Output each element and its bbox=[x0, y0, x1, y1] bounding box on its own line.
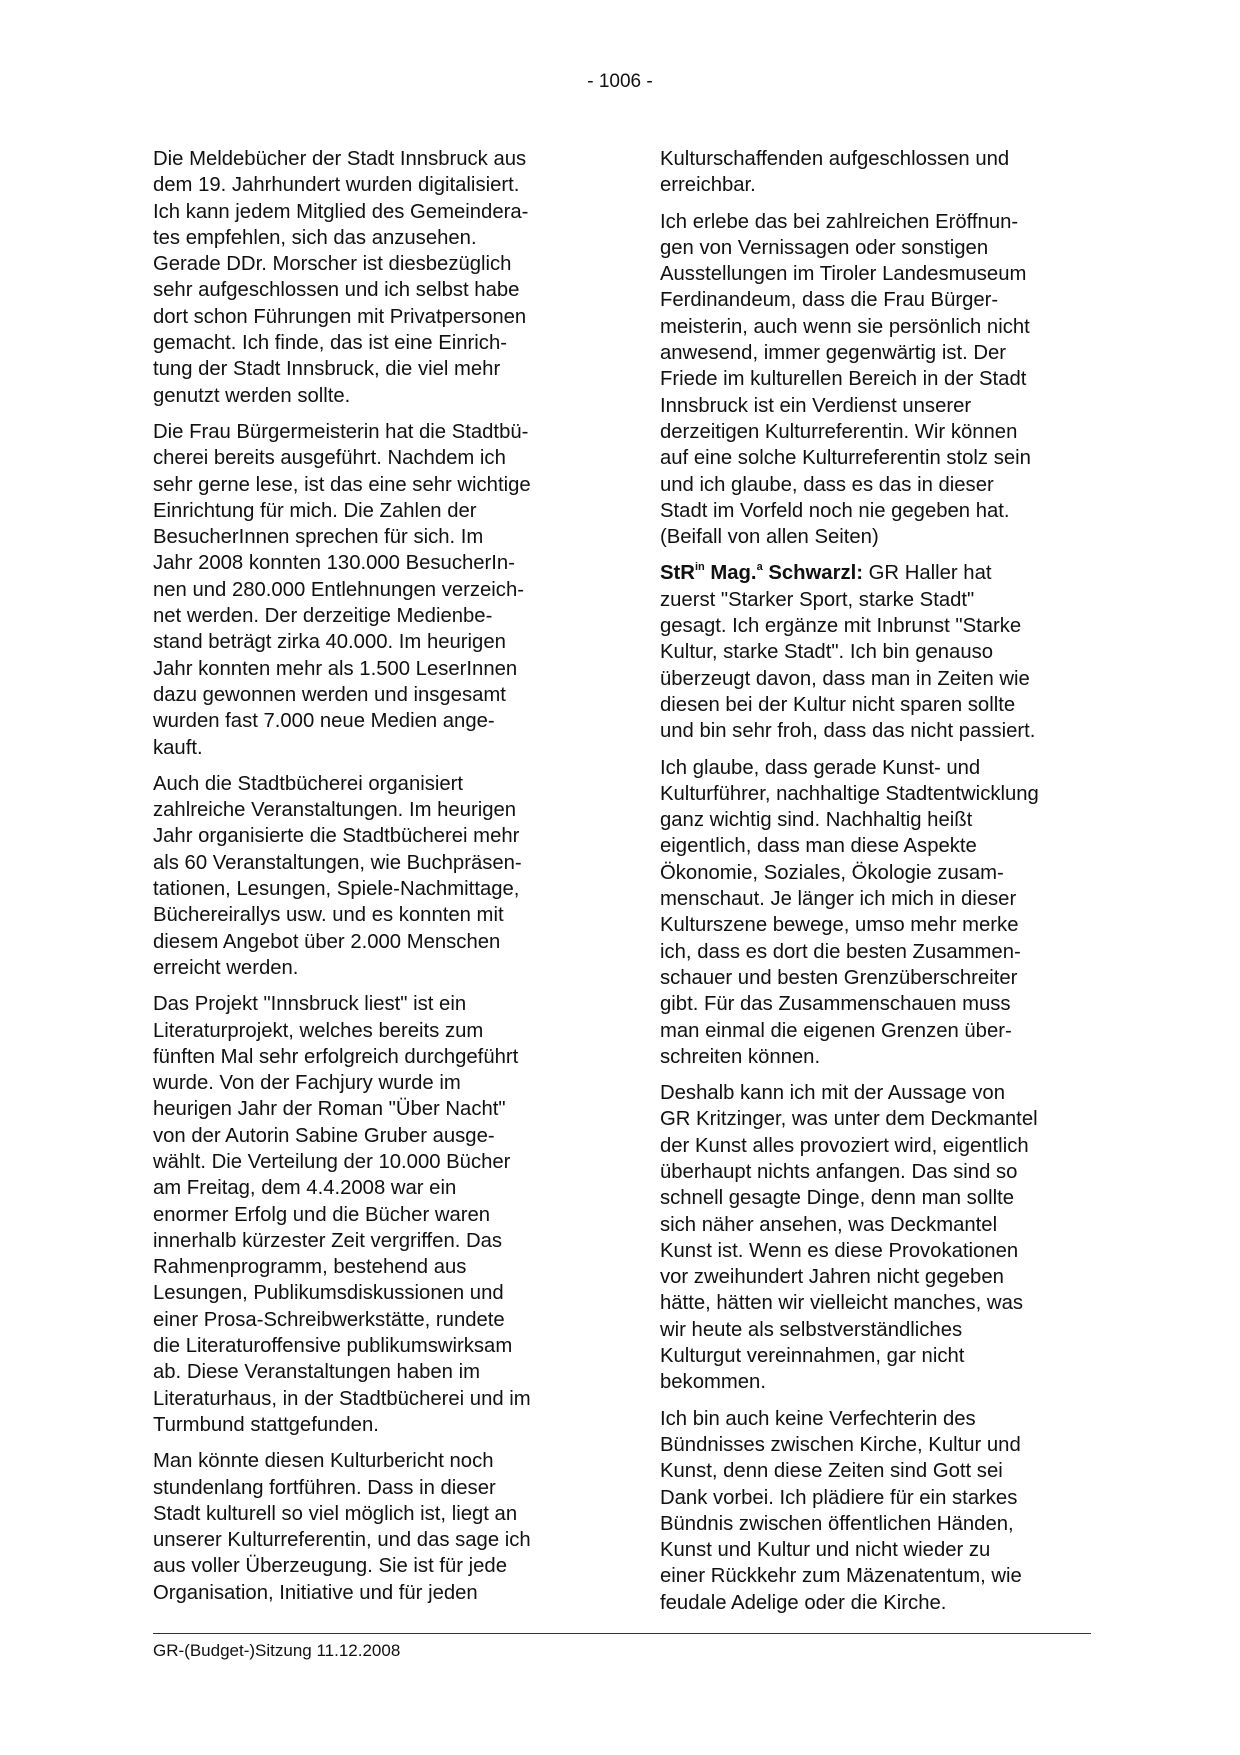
right-column bbox=[660, 146, 1092, 1626]
paragraph: Ich glaube, dass gerade Kunst- und Kulturführer, nachhaltige Stadtentwicklung ganz wichtig sind. Nachhaltig heißt eigentlich, dass man diese Aspekte Ökonomie, Soziales, Ökologie zusam- menschaut. Je länger ich mich in dieser Kulturszene bewege, umso mehr merke ich, dass es dort die besten Zusammen- schauer und besten Grenzüberschreiter gibt. Für das Zusammenschauen muss man einmal die eigenen Grenzen über- schreiten können. bbox=[660, 756, 1039, 1068]
paragraph: Man könnte diesen Kulturbericht noch stundenlang fortführen. Dass in dieser Stadt kulturell so viel möglich ist, liegt an unserer Kulturreferentin, und das sage ich aus voller Überzeugung. Sie ist für jede Organisation, Initiative und für jeden bbox=[153, 1450, 531, 1604]
speaker-paragraph bbox=[660, 560, 1092, 744]
paragraph: Die Meldebücher der Stadt Innsbruck aus dem 19. Jahrhundert wurden digitalisiert. Ich kann jedem Mitglied des Gemeindera- tes empfehlen, sich das anzusehen. Gerade DDr. Morscher ist diesbezüglich sehr aufgeschlossen und ich selbst habe dort schon Führungen mit Privatpersonen gemacht. Ich finde, das ist eine Einrich- tung der Stadt Innsbruck, die viel mehr genutzt werden sollte. bbox=[153, 148, 529, 407]
speaker-title: StR bbox=[660, 562, 695, 585]
paragraph: Auch die Stadtbücherei organisiert zahlreiche Veranstaltungen. Im heurigen Jahr organisierte die Stadtbücherei mehr als 60 Veranstaltungen, wie Buchpräsen- tationen, Lesungen, Spiele-Nachmittage, Büchereirallys usw. und es konnten mit diesem Angebot über 2.000 Menschen erreicht werden. bbox=[153, 772, 522, 979]
paragraph: Deshalb kann ich mit der Aussage von GR Kritzinger, was unter dem Deckmantel der Kunst alles provoziert wird, eigentlich überhaupt nichts anfangen. Das sind so schnell gesagte Dinge, denn man sollte sich näher ansehen, was Deckmantel Kunst ist. Wenn es diese Provokationen vor zweihundert Jahren nicht gegeben hätte, hätten wir vielleicht manches, was wir heute als selbstverständliches Kulturgut vereinnahmen, gar nicht bekommen. bbox=[660, 1082, 1038, 1394]
speaker-title-suffix: in bbox=[694, 560, 705, 573]
paragraph: Das Projekt "Innsbruck liest" ist ein Literaturprojekt, welches bereits zum fünften Mal sehr erfolgreich durchgeführt wurde. Von der Fachjury wurde im heurigen Jahr der Roman "Über Nacht" von der Autorin Sabine Gruber ausge- wählt. Die Verteilung der 10.000 Bücher am Freitag, dem 4.4.2008 war ein enormer Erfolg und die Bücher waren innerhalb kürzester Zeit vergriffen. Das Rahmenprogramm, bestehend aus Lesungen, Publikumsdiskussionen und einer Prosa-Schreibwerkstätte, rundete die Literaturoffensive publikumswirksam ab. Diese Veranstaltungen haben im Literaturhaus, in der Stadtbücherei und im Turmbund stattgefunden. bbox=[153, 993, 531, 1436]
footer-text: GR-(Budget-)Sitzung 11.12.2008 bbox=[153, 1641, 401, 1660]
speaker-degree-suffix: a bbox=[756, 560, 763, 573]
speech-text: GR Haller hat zuerst "Starker Sport, starke Stadt" gesagt. Ich ergänze mit Inbrunst "Starke Kultur, starke Stadt". Ich bin genauso überzeugt davon, dass man in Zeiten wie diesen bei der Kultur nicht sparen sollte und bin sehr froh, dass das nicht passiert. bbox=[660, 562, 1036, 743]
paragraph: Ich bin auch keine Verfechterin des Bündnisses zwischen Kirche, Kultur und Kunst, denn diese Zeiten sind Gott sei Dank vorbei. Ich plädiere für ein starkes Bündnis zwischen öffentlichen Händen, Kunst und Kultur und nicht wieder zu einer Rückkehr zum Mäzenatentum, wie feudale Adelige oder die Kirche. bbox=[660, 1407, 1022, 1614]
speaker-degree: Mag. bbox=[704, 562, 757, 585]
paragraph: Ich erlebe das bei zahlreichen Eröffnun- gen von Vernissagen oder sonstigen Ausstellungen im Tiroler Landesmuseum Ferdinandeum, dass die Frau Bürger- meisterin, auch wenn sie persönlich nicht anwesend, immer gegenwärtig ist. Der Friede im kulturellen Bereich in der Stadt Innsbruck ist ein Verdienst unserer derzeitigen Kulturreferentin. Wir können auf eine solche Kulturreferentin stolz sein und ich glaube, dass es das in dieser Stadt im Vorfeld noch nie gegeben hat. (Beifall von allen Seiten) bbox=[660, 210, 1031, 549]
page-number: - 1006 - bbox=[587, 71, 653, 92]
speaker-name bbox=[660, 562, 863, 584]
footer-divider bbox=[153, 1633, 1091, 1634]
paragraph: Die Frau Bürgermeisterin hat die Stadtbü- cherei bereits ausgeführt. Nachdem ich sehr gerne lese, ist das eine sehr wichtige Einrichtung für mich. Die Zahlen der BesucherInnen sprechen für sich. Im Jahr 2008 konnten 130.000 BesucherIn- nen und 280.000 Entlehnungen verzeich- net werden. Der derzeitige Medienbe- stand beträgt zirka 40.000. Im heurigen Jahr konnten mehr als 1.500 LeserInnen dazu gewonnen werden und insgesamt wurden fast 7.000 neue Medien ange- kauft. bbox=[153, 420, 531, 759]
paragraph: Kulturschaffenden aufgeschlossen und erreichbar. bbox=[660, 148, 1010, 197]
speaker-surname: Schwarzl: bbox=[762, 562, 863, 585]
left-column bbox=[153, 146, 585, 1616]
